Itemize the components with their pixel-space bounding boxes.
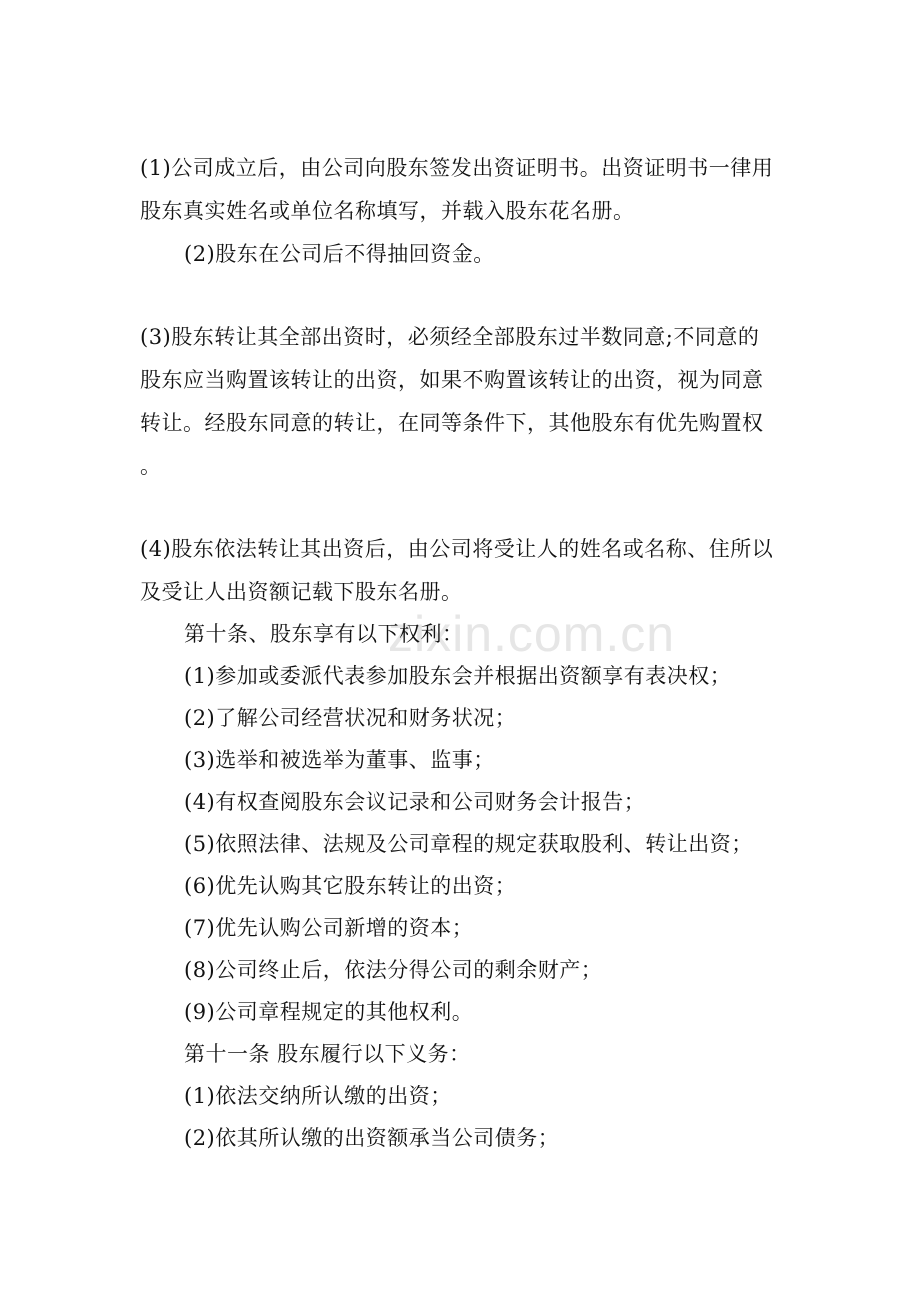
list-item: (5)依照法律、法规及公司章程的规定获取股利、转让出资； <box>184 832 753 856</box>
list-item: (7)优先认购公司新增的资本； <box>184 916 474 940</box>
paragraph-line: 。 <box>140 454 162 478</box>
list-item: (1)参加或委派代表参加股东会并根据出资额享有表决权； <box>184 664 732 688</box>
list-item: (9)公司章程规定的其他权利。 <box>184 1000 474 1024</box>
article-heading: 第十条、股东享有以下权利： <box>184 622 464 646</box>
list-item: (6)优先认购其它股东转让的出资； <box>184 874 517 898</box>
paragraph-line: (3)股东转让其全部出资时，必须经全部股东过半数同意;不同意的 <box>140 325 760 349</box>
article-heading: 第十一条 股东履行以下义务： <box>184 1042 471 1066</box>
list-item: (4)有权查阅股东会议记录和公司财务会计报告； <box>184 790 646 814</box>
paragraph-line: 及受让人出资额记载下股东名册。 <box>140 580 463 604</box>
paragraph-line: (1)公司成立后，由公司向股东签发出资证明书。出资证明书一律用 <box>140 156 774 180</box>
paragraph-line: 股东真实姓名或单位名称填写，并载入股东花名册。 <box>140 199 635 223</box>
list-item: (2)依其所认缴的出资额承当公司债务； <box>184 1126 560 1150</box>
list-item: (3)选举和被选举为董事、监事； <box>184 748 495 772</box>
list-item: (1)依法交纳所认缴的出资； <box>184 1084 452 1108</box>
paragraph-line: (4)股东依法转让其出资后，由公司将受让人的姓名或名称、住所以 <box>140 537 774 561</box>
list-item: (2)了解公司经营状况和财务状况； <box>184 706 517 730</box>
paragraph-line: 转让。经股东同意的转让，在同等条件下，其他股东有优先购置权 <box>140 411 764 435</box>
paragraph-line: (2)股东在公司后不得抽回资金。 <box>184 242 495 266</box>
watermark: zixin.com.cn <box>388 606 676 662</box>
paragraph-line: 股东应当购置该转让的出资，如果不购置该转让的出资，视为同意 <box>140 368 764 392</box>
list-item: (8)公司终止后，依法分得公司的剩余财产； <box>184 958 603 982</box>
